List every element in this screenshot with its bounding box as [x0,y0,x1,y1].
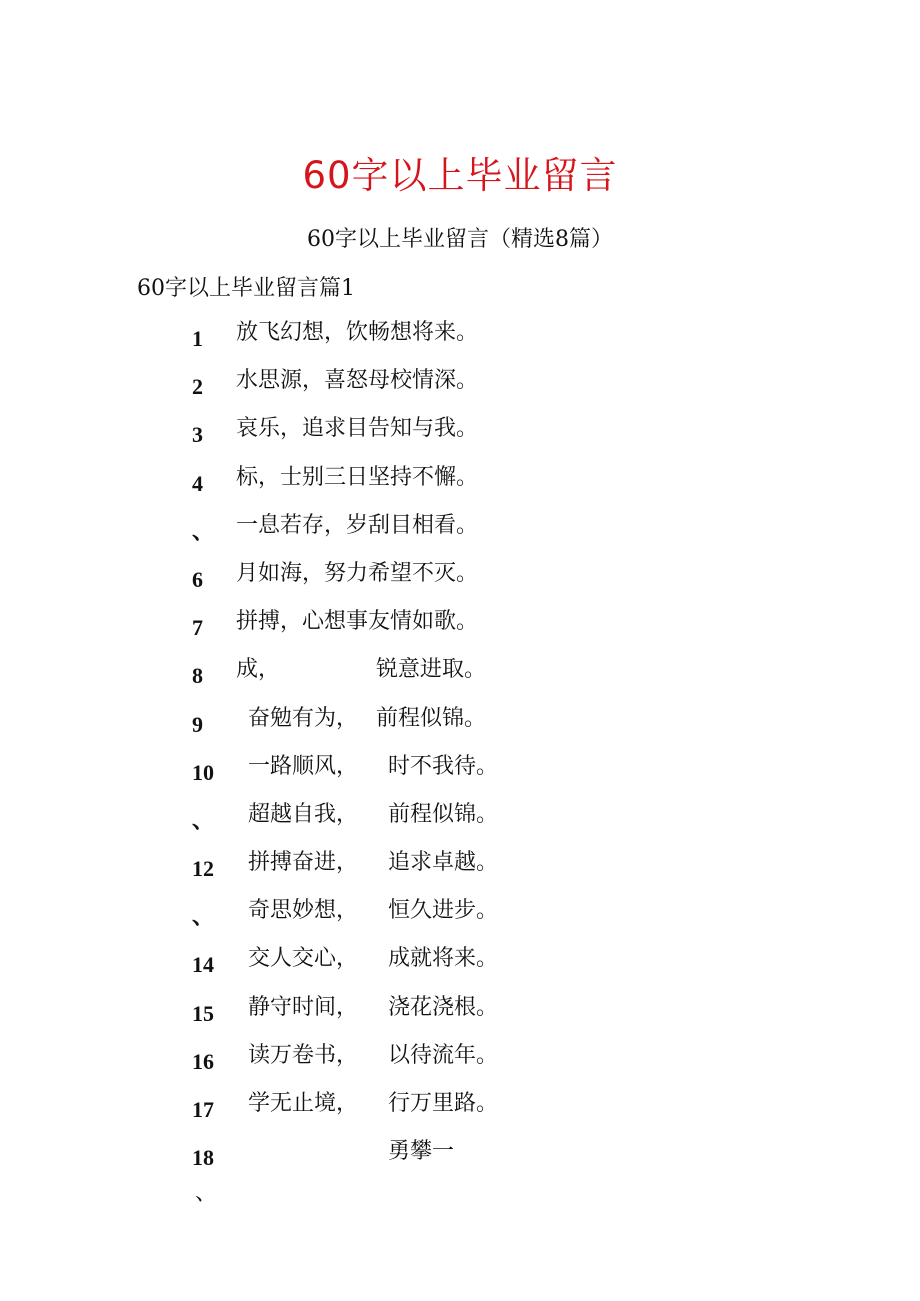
item-number: 、 [192,518,215,544]
item-number: 1 [192,326,203,351]
item-text-second: 前程似锦。 [376,705,487,731]
item-text: 水思源，喜怒母校情深。 [236,368,479,394]
item-number: 、 [192,807,215,833]
item-text: 读万卷书， [248,1042,359,1068]
item-text-second: 勇攀一 [388,1139,455,1165]
list-item [0,1038,920,1086]
item-text: 学无止境， [248,1091,359,1116]
item-text-second: 追求卓越。 [388,850,499,876]
item-text: 一路顺风， [248,753,359,779]
item-text: 月如海，努力希望不灭。 [236,560,479,586]
list-item [0,315,920,363]
item-number: 16 [192,1048,214,1074]
list-item [0,1086,920,1134]
section-heading: 60字以上毕业留言篇1 [137,276,355,301]
list-item [0,845,920,893]
message-list [0,315,920,1182]
list-item [0,1134,920,1182]
trailing-mark: 、 [195,1181,218,1206]
item-text-second: 成就将来。 [388,946,499,972]
item-text: 一息若存，岁刮目相看。 [236,512,479,538]
item-text: 拼搏，心想事友情如歌。 [236,609,479,635]
item-number: 14 [192,952,214,978]
item-text: 哀乐，追求目告知与我。 [236,416,479,442]
item-text-second: 恒久进步。 [388,898,499,924]
list-item [0,411,920,459]
list-item [0,749,920,797]
list-item [0,990,920,1038]
item-text: 超越自我， [248,801,359,827]
list-item [0,363,920,411]
list-item [0,941,920,989]
document-subtitle: 60字以上毕业留言（精选8篇） [307,227,613,252]
item-number: 9 [192,711,203,737]
item-number: 4 [192,470,203,496]
item-text: 奇思妙想， [248,898,359,924]
list-item [0,893,920,941]
list-item [0,508,920,556]
list-item [0,652,920,700]
item-text: 标，士别三日坚持不懈。 [236,464,479,490]
item-text-second: 前程似锦。 [388,801,499,827]
item-number: 18 [192,1145,214,1171]
item-text: 交人交心， [248,946,359,972]
item-text: 成， [236,657,281,683]
list-item [0,604,920,652]
list-item [0,460,920,508]
item-number: 8 [192,663,203,689]
list-item [0,701,920,749]
item-number: 3 [192,422,203,448]
item-number: 12 [192,856,214,882]
item-number: 、 [192,904,215,930]
item-number: 10 [192,759,214,785]
item-text: 拼搏奋进， [248,850,359,876]
item-text-second: 浇花浇根。 [388,994,499,1020]
item-number: 15 [192,1000,214,1026]
list-item [0,797,920,845]
item-text-second: 行万里路。 [388,1091,499,1116]
item-text: 放飞幻想，饮畅想将来。 [236,320,479,345]
item-text-second: 时不我待。 [388,753,499,779]
document-title: 60字以上毕业留言 [302,154,618,197]
item-number: 17 [192,1097,214,1122]
list-item [0,556,920,604]
item-number: 7 [192,615,203,641]
item-text: 静守时间， [248,994,359,1020]
item-text-second: 以待流年。 [388,1042,499,1068]
item-number: 2 [192,374,203,400]
item-number: 6 [192,566,203,592]
item-text-second: 锐意进取。 [376,657,487,683]
item-text: 奋勉有为， [248,705,359,731]
